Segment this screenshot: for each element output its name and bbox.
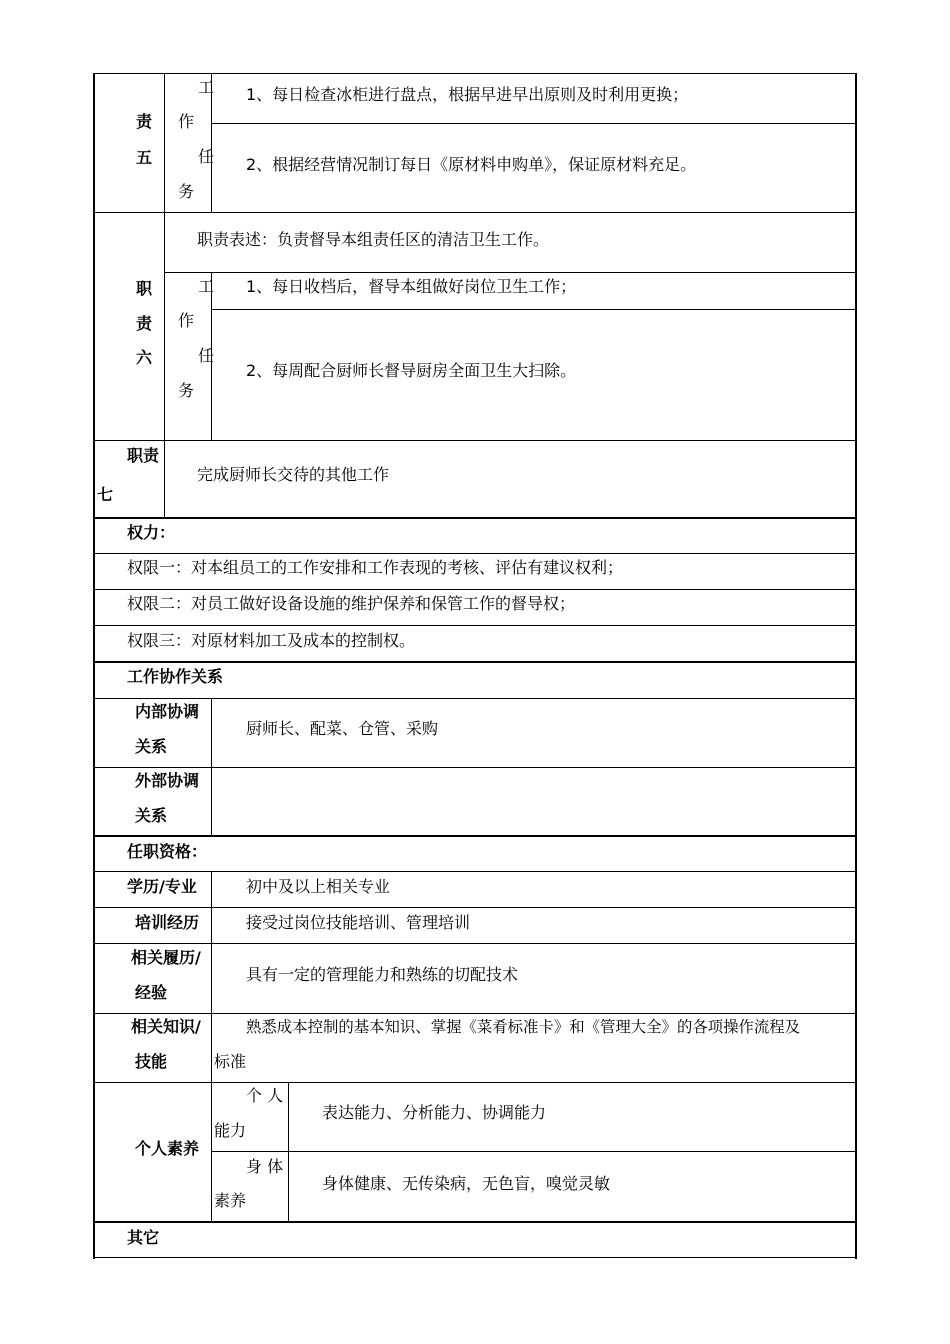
- duty5-task-1: 1、每日检查冰柜进行盘点，根据早进早出原则及时利用更换；: [246, 85, 689, 104]
- divider: [211, 309, 857, 310]
- duty6-task-2: 2、每周配合厨师长督导厨房全面卫生大扫除。: [246, 361, 577, 380]
- divider: [93, 767, 857, 768]
- divider: [211, 123, 857, 124]
- divider: [93, 440, 857, 441]
- external-coordination-label: 关系: [135, 806, 168, 825]
- ability-label: 能力: [214, 1121, 247, 1140]
- authority-item: 权限三：对原材料加工及成本的控制权。: [127, 631, 416, 650]
- ability-label: 个 人: [246, 1086, 284, 1105]
- duty5-task-2: 2、根据经营情况制订每日《原材料申购单》，保证原材料充足。: [246, 155, 697, 174]
- duty6-description: 职责表述：负责督导本组责任区的清洁卫生工作。: [197, 230, 550, 249]
- duty5-label-2: 五: [136, 148, 153, 167]
- duty6-task-1: 1、每日收档后，督导本组做好岗位卫生工作；: [246, 277, 577, 296]
- authority-title: 权力：: [127, 523, 176, 542]
- physique-label: 身 体: [246, 1157, 284, 1176]
- divider: [93, 589, 857, 590]
- knowledge-value: 标准: [214, 1052, 247, 1071]
- duty6-label-char: 责: [136, 314, 153, 333]
- divider: [93, 625, 857, 626]
- physique-label: 素养: [214, 1191, 247, 1210]
- divider: [93, 661, 857, 663]
- table-top-border: [93, 73, 857, 74]
- divider: [211, 1151, 857, 1152]
- duty6-label-char: 六: [136, 348, 153, 367]
- duty7-content: 完成厨师长交待的其他工作: [197, 465, 390, 484]
- duty5-task-label-char: 任: [198, 147, 215, 166]
- authority-item: 权限一：对本组员工的工作安排和工作表现的考核、评估有建议权利；: [127, 558, 624, 577]
- physique-value: 身体健康、无传染病，无色盲，嗅觉灵敏: [322, 1174, 611, 1193]
- ability-value: 表达能力、分析能力、协调能力: [322, 1103, 547, 1122]
- duty6-task-label-char: 任: [198, 346, 215, 365]
- knowledge-value: 熟悉成本控制的基本知识、掌握《菜肴标准卡》和《管理大全》的各项操作流程及: [246, 1018, 801, 1036]
- internal-coordination-label: 关系: [135, 737, 168, 756]
- duty6-label-char: 职: [136, 279, 153, 298]
- other-title: 其它: [127, 1228, 160, 1247]
- divider: [93, 553, 857, 554]
- external-coordination-label: 外部协调: [135, 771, 200, 790]
- divider: [93, 907, 857, 908]
- experience-label: 相关履历/: [131, 948, 201, 967]
- duty6-task-label-char: 工: [198, 277, 215, 296]
- internal-coordination-value: 厨师长、配菜、仓管、采购: [246, 719, 439, 738]
- experience-value: 具有一定的管理能力和熟练的切配技术: [246, 965, 519, 984]
- duty5-task-label-char: 务: [178, 182, 195, 201]
- divider: [93, 1013, 857, 1014]
- cooperation-title: 工作协作关系: [127, 667, 224, 686]
- duty6-task-label-char: 作: [178, 311, 195, 330]
- internal-coordination-label: 内部协调: [135, 702, 200, 721]
- knowledge-label: 相关知识/: [131, 1017, 201, 1036]
- education-value: 初中及以上相关专业: [246, 877, 391, 896]
- divider: [93, 517, 857, 519]
- divider: [93, 1082, 857, 1083]
- duty7-label-2: 七: [97, 485, 114, 504]
- duty7-label-1: 职责: [127, 446, 160, 465]
- personal-quality-label: 个人素养: [135, 1139, 200, 1158]
- experience-label: 经验: [135, 983, 168, 1002]
- training-value: 接受过岗位技能培训、管理培训: [246, 913, 471, 932]
- divider: [93, 871, 857, 872]
- divider: [164, 73, 165, 213]
- qualification-title: 任职资格：: [127, 842, 208, 861]
- divider: [211, 871, 212, 1223]
- divider: [288, 1082, 289, 1222]
- duty5-label-1: 责: [136, 112, 153, 131]
- duty6-task-label-char: 务: [178, 381, 195, 400]
- divider: [93, 835, 857, 837]
- training-label: 培训经历: [135, 913, 200, 932]
- divider: [93, 698, 857, 699]
- knowledge-label: 技能: [135, 1052, 168, 1071]
- education-label: 学历/专业: [127, 877, 197, 896]
- divider: [93, 212, 857, 213]
- duty5-task-label-char: 工: [198, 78, 215, 97]
- duty5-task-label-char: 作: [178, 112, 195, 131]
- divider: [93, 1221, 857, 1223]
- table-bottom-border: [93, 1257, 857, 1258]
- divider: [164, 272, 857, 273]
- divider: [93, 943, 857, 944]
- divider: [164, 212, 165, 441]
- divider: [164, 440, 165, 518]
- authority-item: 权限二：对员工做好设备设施的维护保养和保管工作的督导权；: [127, 594, 576, 613]
